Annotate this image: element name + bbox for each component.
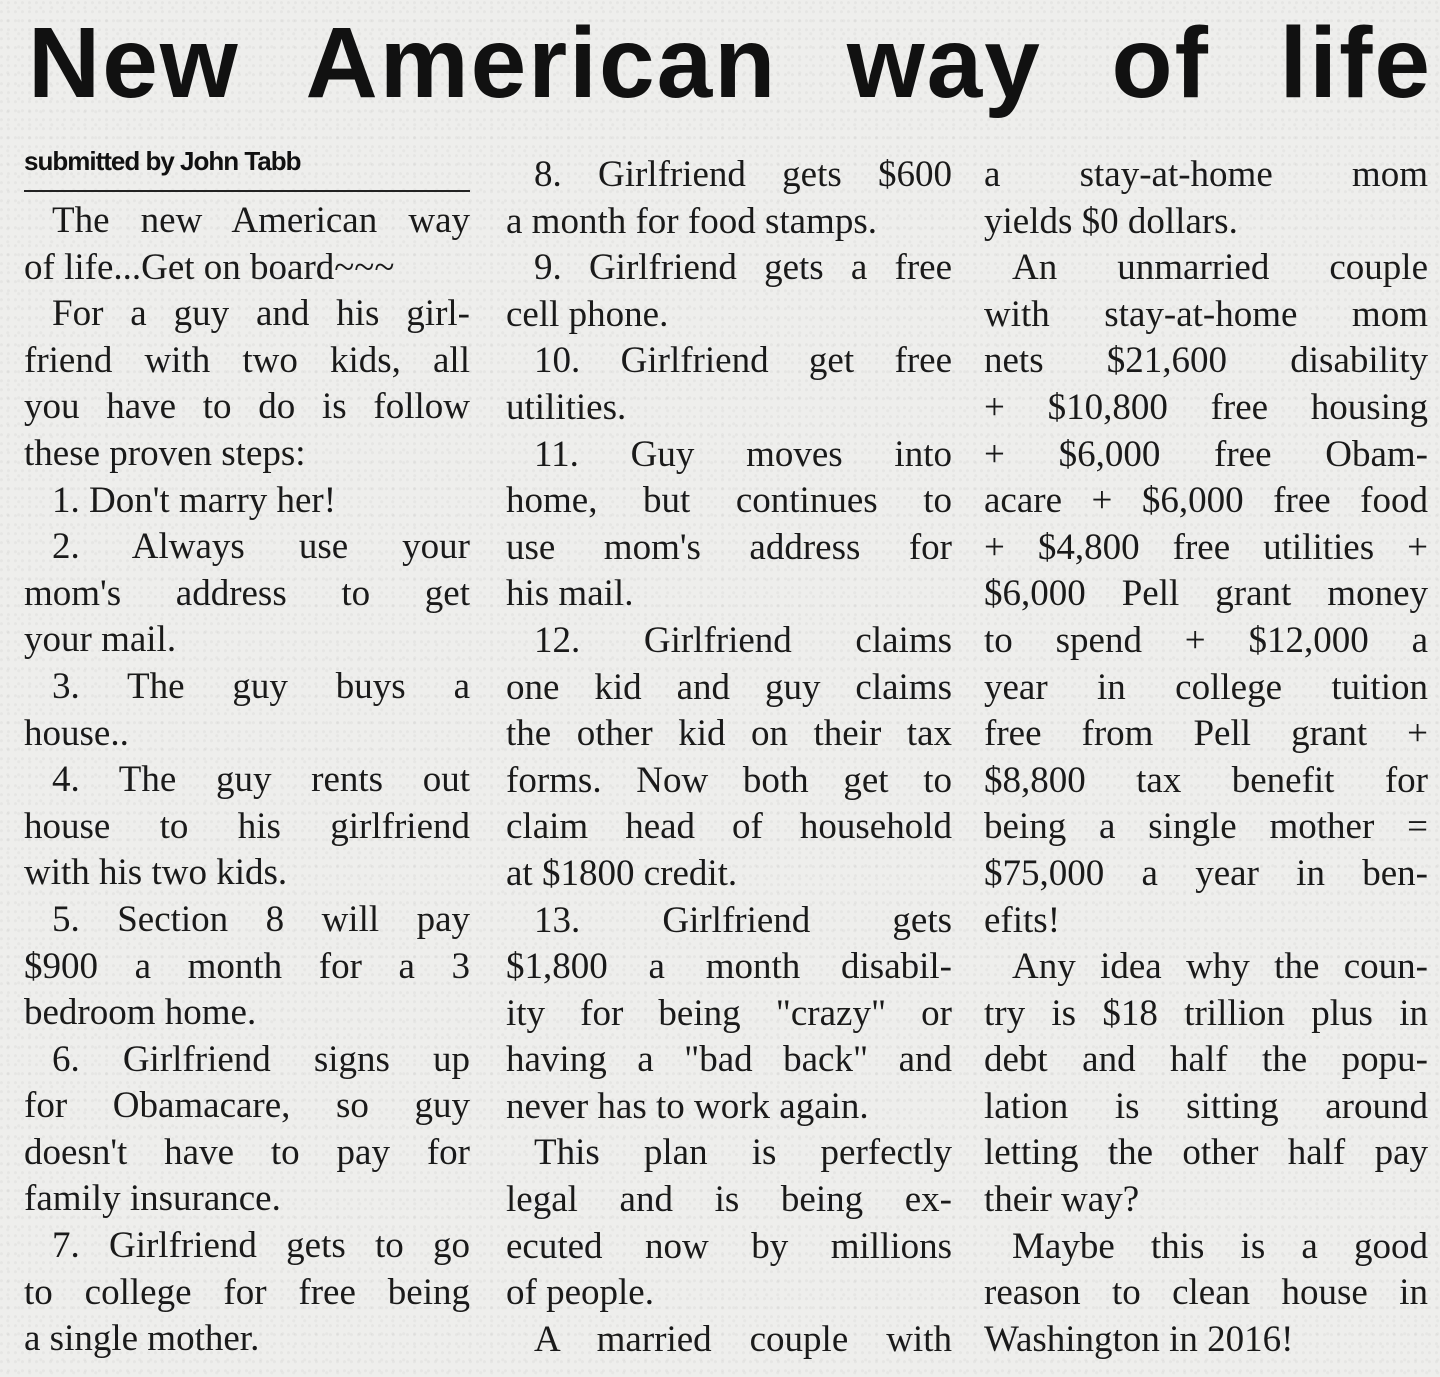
text-line: ity for being "crazy" or: [506, 992, 952, 1034]
article-column-2: [506, 152, 952, 1363]
text-line: 8. Girlfriend gets $600: [534, 154, 952, 195]
headline: New American way of life: [28, 7, 1432, 119]
text-line: For a guy and his girl-: [52, 293, 470, 335]
text-line: at $1800 credit.: [506, 852, 738, 894]
text-line: A married couple with: [534, 1318, 952, 1360]
text-line: their way?: [984, 1179, 1140, 1221]
text-line: $900 a month for a 3: [24, 945, 470, 987]
text-line: forms. Now both get to: [506, 759, 952, 801]
text-line: a month for food stamps.: [506, 200, 877, 242]
text-line: Any idea why the coun-: [1012, 946, 1428, 988]
text-line: bedroom home.: [24, 992, 257, 1034]
text-line: to spend + $12,000 a: [984, 619, 1428, 661]
text-line: An unmarried couple: [1012, 247, 1428, 289]
text-line: with his two kids.: [24, 852, 288, 894]
text-line: + $6,000 free Obam-: [984, 433, 1428, 475]
article-column-3: [984, 152, 1428, 1363]
text-line: 9. Girlfriend gets a free: [534, 247, 952, 289]
text-line: one kid and guy claims: [506, 666, 952, 708]
text-line: for Obamacare, so guy: [24, 1085, 470, 1127]
text-line: house..: [24, 712, 129, 754]
text-line: a stay-at-home mom: [984, 154, 1428, 195]
text-line: with stay-at-home mom: [984, 293, 1428, 335]
text-line: house to his girlfriend: [24, 805, 470, 847]
text-line: claim head of household: [506, 806, 952, 848]
text-line: 3. The guy buys a: [52, 665, 470, 707]
text-line: letting the other half pay: [984, 1132, 1428, 1174]
text-line: 13. Girlfriend gets: [534, 899, 952, 941]
text-line: $75,000 a year in ben-: [984, 852, 1428, 894]
text-line: + $4,800 free utilities +: [984, 526, 1428, 568]
text-line: $6,000 Pell grant money: [984, 573, 1428, 615]
text-line: these proven steps:: [24, 432, 306, 474]
text-line: lation is sitting around: [984, 1085, 1428, 1127]
text-line: the other kid on their tax: [506, 713, 952, 755]
text-line: 5. Section 8 will pay: [52, 898, 470, 940]
text-line: friend with two kids, all: [24, 339, 470, 381]
text-line: 1. Don't marry her!: [52, 479, 337, 521]
text-line: being a single mother =: [984, 806, 1428, 848]
text-line: having a "bad back" and: [506, 1039, 952, 1081]
text-line: The new American way: [52, 200, 470, 241]
text-line: efits!: [984, 899, 1061, 941]
byline: submitted by John Tabb: [24, 146, 301, 176]
text-line: acare + $6,000 free food: [984, 480, 1428, 522]
text-line: 7. Girlfriend gets to go: [52, 1225, 470, 1267]
text-line: reason to clean house in: [984, 1272, 1428, 1314]
byline-rule: [24, 146, 470, 192]
text-line: legal and is being ex-: [506, 1179, 952, 1221]
text-line: family insurance.: [24, 1178, 281, 1220]
text-line: use mom's address for: [506, 526, 952, 568]
text-line: cell phone.: [506, 293, 669, 335]
text-line: Maybe this is a good: [1012, 1225, 1428, 1267]
text-line: 6. Girlfriend signs up: [52, 1038, 470, 1080]
text-line: his mail.: [506, 573, 634, 615]
text-line: home, but continues to: [506, 480, 952, 522]
text-line: yields $0 dollars.: [984, 200, 1238, 242]
text-line: free from Pell grant +: [984, 713, 1428, 755]
text-line: 10. Girlfriend get free: [534, 340, 952, 382]
text-line: Washington in 2016!: [984, 1318, 1294, 1360]
text-line: 4. The guy rents out: [52, 759, 470, 801]
text-line: to college for free being: [24, 1271, 470, 1313]
text-line: nets $21,600 disability: [984, 340, 1428, 382]
text-line: mom's address to get: [24, 572, 470, 614]
text-line: of life...Get on board~~~: [24, 246, 395, 288]
text-line: a single mother.: [24, 1318, 260, 1360]
text-line: debt and half the popu-: [984, 1039, 1428, 1081]
text-line: try is $18 trillion plus in: [984, 992, 1428, 1034]
text-line: + $10,800 free housing: [984, 386, 1428, 428]
text-line: $8,800 tax benefit for: [984, 759, 1428, 801]
text-line: 11. Guy moves into: [534, 433, 952, 475]
text-line: This plan is perfectly: [534, 1132, 952, 1174]
text-line: $1,800 a month disabil-: [506, 946, 952, 988]
text-line: ecuted now by millions: [506, 1225, 952, 1267]
text-line: your mail.: [24, 619, 177, 661]
text-line: utilities.: [506, 386, 627, 428]
article-column-1: [24, 198, 470, 1363]
text-line: doesn't have to pay for: [24, 1131, 470, 1173]
text-line: of people.: [506, 1272, 654, 1314]
text-line: 2. Always use your: [52, 526, 470, 568]
text-line: never has to work again.: [506, 1085, 869, 1127]
text-line: 12. Girlfriend claims: [534, 619, 952, 661]
text-line: year in college tuition: [984, 666, 1428, 708]
text-line: you have to do is follow: [24, 386, 470, 428]
